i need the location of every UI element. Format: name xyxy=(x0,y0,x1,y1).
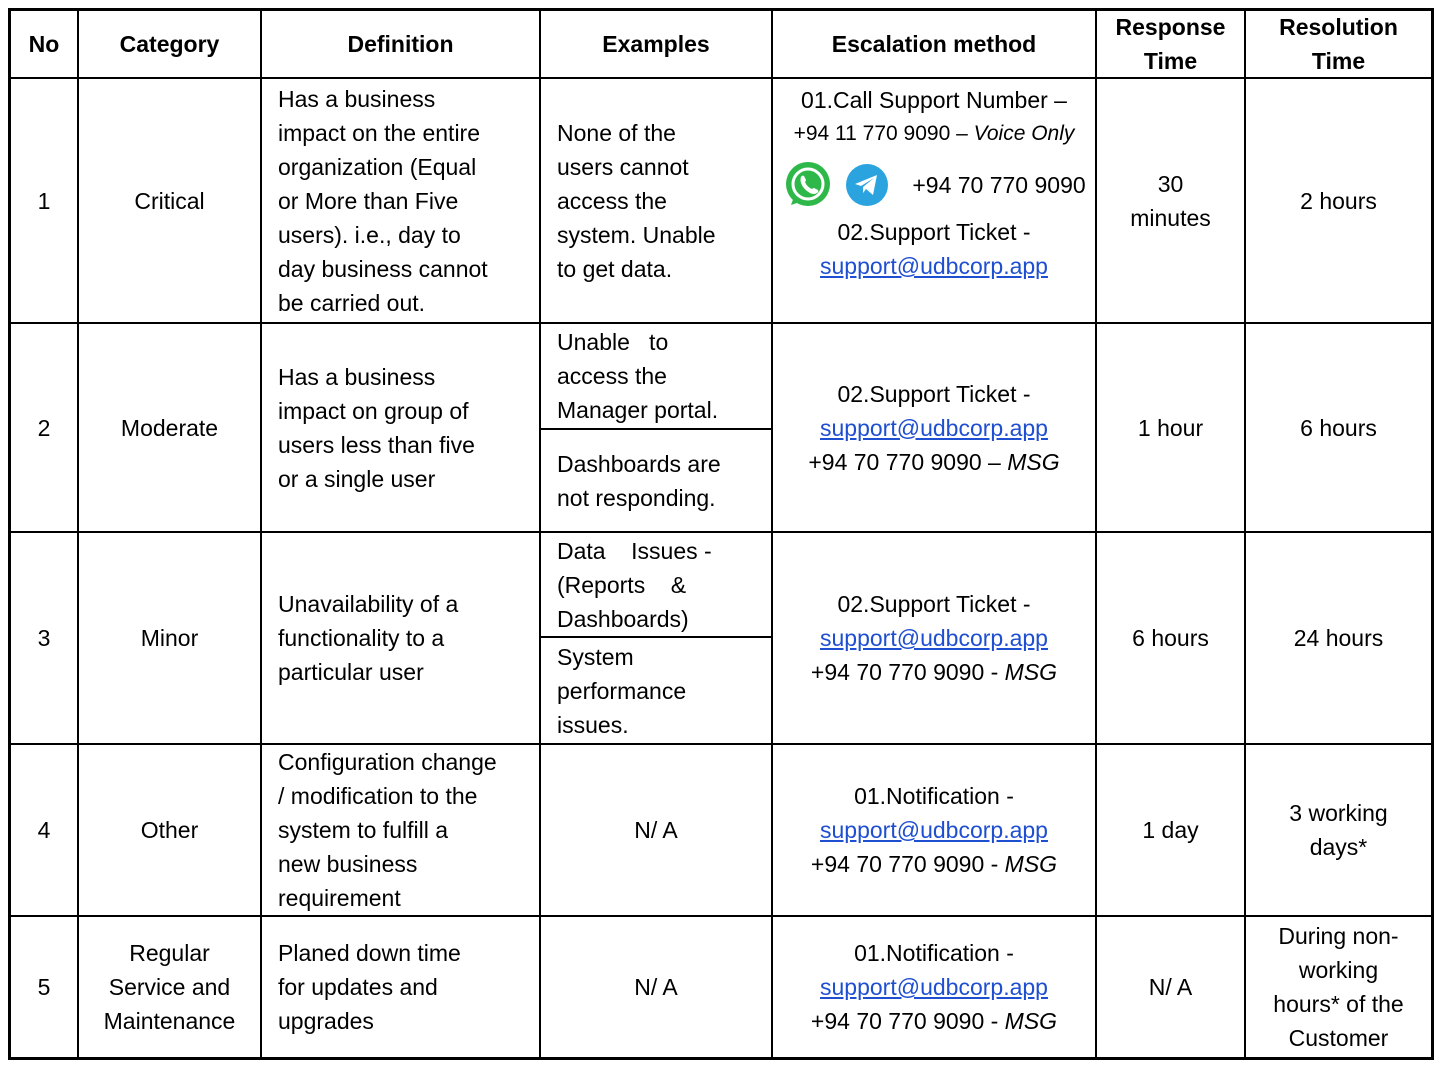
example-line: Manager portal. xyxy=(557,397,719,423)
example-line: System xyxy=(557,643,634,670)
msg-note: MSG xyxy=(1007,448,1060,475)
row3-example-b xyxy=(541,638,771,743)
header-response-line: Time xyxy=(1143,48,1198,74)
row1-no: 1 xyxy=(37,187,51,214)
resolution-line: Customer xyxy=(1288,1025,1389,1051)
msg-phone: +94 70 770 9090 – xyxy=(808,448,1001,475)
row5-definition xyxy=(262,917,539,1057)
escalation-line: 01.Call Support Number – xyxy=(801,87,1067,113)
definition-line: day business cannot xyxy=(278,255,488,282)
definition-line: or More than Five xyxy=(278,187,459,214)
call-phone: +94 11 770 9090 – xyxy=(793,122,968,145)
resolution-line: During non- xyxy=(1278,923,1399,949)
header-examples: Examples xyxy=(602,31,710,57)
row2-response: 1 hour xyxy=(1137,414,1204,441)
row2-definition xyxy=(262,324,539,531)
definition-line: / modification to the xyxy=(278,783,478,809)
support-email-link[interactable]: support@udbcorp.app xyxy=(820,253,1048,279)
header-escalation: Escalation method xyxy=(831,31,1037,57)
escalation-line: 02.Support Ticket - xyxy=(837,591,1031,617)
support-email-link[interactable]: support@udbcorp.app xyxy=(820,817,1048,843)
definition-line: requirement xyxy=(278,885,401,911)
row4-definition xyxy=(262,745,539,915)
row2-category: Moderate xyxy=(120,414,219,441)
resolution-line: working xyxy=(1298,957,1379,983)
example-line: system. Unable xyxy=(557,221,716,248)
example-line: to get data. xyxy=(557,255,673,282)
row4-escalation xyxy=(773,745,1095,915)
telegram-icon[interactable] xyxy=(844,162,890,208)
row4-no: 4 xyxy=(37,817,51,843)
escalation-line: 01.Notification - xyxy=(854,783,1014,809)
example-line: issues. xyxy=(557,711,629,738)
definition-line: organization (Equal xyxy=(278,153,477,180)
row4-examples: N/ A xyxy=(634,817,678,843)
voice-only-note: Voice Only xyxy=(973,122,1075,145)
row1-category: Critical xyxy=(134,187,205,214)
escalation-phone-line xyxy=(811,847,1057,881)
definition-line: Has a business xyxy=(278,363,436,390)
header-response-time xyxy=(1097,11,1244,77)
escalation-line: 02.Support Ticket - xyxy=(837,380,1031,407)
escalation-phone-line xyxy=(808,445,1059,479)
msg-phone: +94 70 770 9090 - xyxy=(810,851,999,877)
definition-line: upgrades xyxy=(278,1008,374,1034)
row2-escalation xyxy=(773,324,1095,531)
escalation-line: 02.Support Ticket - xyxy=(837,219,1031,245)
escalation-phone-line xyxy=(811,655,1057,689)
row2-resolution: 6 hours xyxy=(1300,414,1377,441)
example-line: Dashboards are xyxy=(557,450,721,477)
row5-response: N/ A xyxy=(1148,974,1193,1000)
row5-escalation xyxy=(773,917,1095,1057)
row4-resolution xyxy=(1246,745,1431,915)
definition-line: impact on group of xyxy=(278,397,469,424)
row4-response: 1 day xyxy=(1142,817,1199,843)
definition-line: impact on the entire xyxy=(278,119,481,146)
row2-no: 2 xyxy=(37,414,51,441)
escalation-phone-line xyxy=(794,117,1075,151)
escalation-phone-line xyxy=(811,1004,1057,1038)
definition-line: for updates and xyxy=(278,974,438,1000)
definition-line: users less than five xyxy=(278,431,475,458)
row5-no: 5 xyxy=(37,974,51,1000)
header-resolution-time xyxy=(1246,11,1431,77)
row2-example-a xyxy=(541,324,771,428)
messaging-phone: +94 70 770 9090 xyxy=(912,172,1086,198)
row1-escalation xyxy=(773,79,1095,322)
msg-note: MSG xyxy=(1004,1008,1058,1034)
table-border-right xyxy=(1431,8,1434,1060)
example-line: (Reports & xyxy=(557,571,687,598)
resolution-line: days* xyxy=(1309,834,1368,860)
definition-line: Unavailability of a xyxy=(278,591,459,617)
resolution-line: hours* of the xyxy=(1273,991,1404,1017)
definition-line: particular user xyxy=(278,659,424,685)
example-line: access the xyxy=(557,187,667,214)
escalation-line: 01.Notification - xyxy=(854,940,1014,966)
row3-definition xyxy=(262,533,539,743)
sla-table xyxy=(8,8,1434,1060)
header-definition: Definition xyxy=(347,31,454,57)
header-category: Category xyxy=(119,31,220,57)
definition-line: Planed down time xyxy=(278,940,461,966)
row1-response xyxy=(1097,79,1244,322)
example-line: None of the xyxy=(557,119,676,146)
example-line: Unable to xyxy=(557,329,669,355)
row5-examples: N/ A xyxy=(634,974,678,1000)
row3-escalation xyxy=(773,533,1095,743)
header-resolution-line: Resolution xyxy=(1279,14,1398,40)
row3-category: Minor xyxy=(140,625,199,651)
row5-category xyxy=(79,917,260,1057)
row1-resolution: 2 hours xyxy=(1300,187,1377,214)
category-line: Regular xyxy=(129,940,210,966)
example-line: performance xyxy=(557,677,687,704)
msg-note: MSG xyxy=(1004,659,1058,685)
example-line: users cannot xyxy=(557,153,689,180)
row3-resolution: 24 hours xyxy=(1293,625,1384,651)
definition-line: new business xyxy=(278,851,418,877)
msg-note: MSG xyxy=(1004,851,1058,877)
row5-resolution xyxy=(1246,917,1431,1057)
row4-category: Other xyxy=(140,817,199,843)
definition-line: system to fulfill a xyxy=(278,817,448,843)
response-line: minutes xyxy=(1130,204,1211,231)
response-line: 30 xyxy=(1157,170,1184,197)
category-line: Maintenance xyxy=(103,1008,236,1034)
definition-line: or a single user xyxy=(278,465,436,492)
table-border-bottom xyxy=(8,1057,1434,1060)
msg-phone: +94 70 770 9090 - xyxy=(810,1008,999,1034)
definition-line: functionality to a xyxy=(278,625,445,651)
header-no: No xyxy=(28,31,60,57)
support-email-link[interactable]: support@udbcorp.app xyxy=(820,625,1048,651)
definition-line: be carried out. xyxy=(278,289,426,316)
definition-line: users). i.e., day to xyxy=(278,221,461,248)
row3-no: 3 xyxy=(37,625,51,651)
row1-examples xyxy=(541,79,771,322)
category-line: Service and xyxy=(108,974,231,1000)
row1-definition xyxy=(262,79,539,322)
msg-phone: +94 70 770 9090 - xyxy=(810,659,999,685)
row2-example-b xyxy=(541,430,771,531)
row3-response: 6 hours xyxy=(1132,625,1209,651)
row3-example-a xyxy=(541,533,771,636)
header-resolution-line: Time xyxy=(1311,48,1366,74)
header-response-line: Response xyxy=(1115,14,1226,40)
example-line: access the xyxy=(557,363,667,389)
definition-line: Has a business xyxy=(278,85,436,112)
support-email-link[interactable]: support@udbcorp.app xyxy=(820,414,1048,441)
support-email-link[interactable]: support@udbcorp.app xyxy=(820,974,1048,1000)
messaging-row xyxy=(782,159,1085,211)
example-line: not responding. xyxy=(557,484,716,511)
definition-line: Configuration change xyxy=(278,749,497,775)
whatsapp-icon[interactable] xyxy=(782,159,834,211)
example-line: Data Issues - xyxy=(557,537,712,564)
resolution-line: 3 working xyxy=(1289,800,1388,826)
example-line: Dashboards) xyxy=(557,605,689,632)
